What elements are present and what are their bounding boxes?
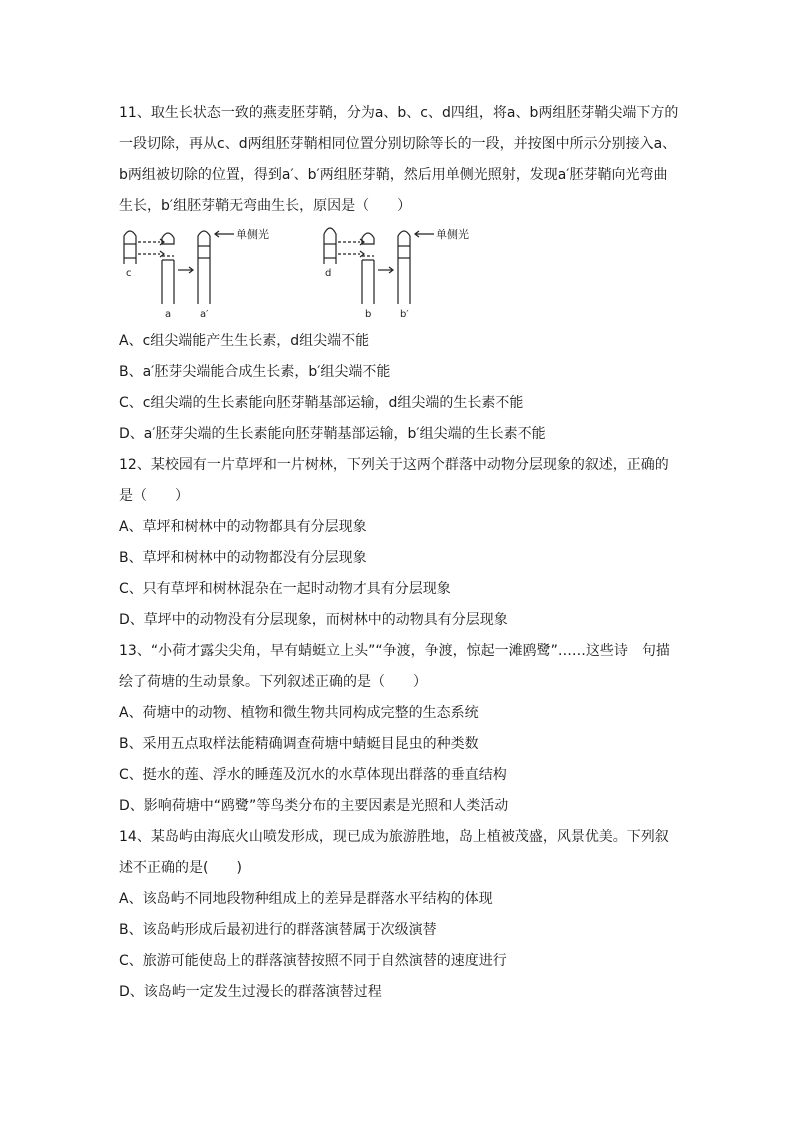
coleoptile-b-prime xyxy=(398,231,410,304)
label-a: a xyxy=(165,309,172,320)
question-13-option-d: D、影响荷塘中“鸥鹭”等鸟类分布的主要因素是光照和人类活动 xyxy=(119,798,509,814)
question-14-stem: 14、某岛屿由海底火山喷发形成，现已成为旅游胜地，岛上植被茂盛，风景优美。下列叙述不正确的是( ) xyxy=(119,829,669,876)
question-14-option-c: C、旅游可能使岛上的群落演替按照不同于自然演替的速度进行 xyxy=(119,953,507,969)
question-12-option-d: D、草坪中的动物没有分层现象，而树林中的动物具有分层现象 xyxy=(119,612,508,628)
question-13-option-c: C、挺水的莲、浮水的睡莲及沉水的水草体现出群落的垂直结构 xyxy=(119,767,507,783)
question-14-option-d: D、该岛屿一定发生过漫长的群落演替过程 xyxy=(119,984,382,1000)
label-c: c xyxy=(126,268,132,279)
question-14-option-b: B、该岛屿形成后最初进行的群落演替属于次级演替 xyxy=(119,922,437,938)
coleoptile-a xyxy=(162,260,174,304)
coleoptile-c xyxy=(124,231,136,264)
coleoptile-b xyxy=(362,260,374,304)
light-label-right: 单侧光 xyxy=(436,228,469,241)
question-12-stem: 12、某校园有一片草坪和一片树林，下列关于这两个群落中动物分层现象的叙述，正确的是（ ） xyxy=(119,457,669,504)
question-11-figure xyxy=(116,224,496,324)
question-11-stem: 11、取生长状态一致的燕麦胚芽鞘，分为a、b、c、d四组，将a、b两组胚芽鞘尖端下方的一段切除，再从c、d两组胚芽鞘相同位置分别切除等长的一段，并按图中所示分别接入a、b两组被切除的位置，得到a′、b′两组胚芽鞘，然后用单侧光照射，发现a′胚芽鞘向光弯曲生长，b′组胚芽鞘无弯曲生长，原因是（ ） xyxy=(119,105,679,214)
question-13-option-a: A、荷塘中的动物、植物和微生物共同构成完整的生态系统 xyxy=(119,705,479,721)
light-label-left: 单侧光 xyxy=(236,228,269,241)
question-12-option-a: A、草坪和树林中的动物都具有分层现象 xyxy=(119,519,367,535)
label-d: d xyxy=(325,268,332,279)
question-12-option-c: C、只有草坪和树林混杂在一起时动物才具有分层现象 xyxy=(119,581,451,597)
question-11-option-c: C、c组尖端的生长素能向胚芽鞘基部运输，d组尖端的生长素不能 xyxy=(119,395,524,411)
question-11-option-d: D、a′胚芽尖端的生长素能向胚芽鞘基部运输，b′组尖端的生长素不能 xyxy=(119,426,546,442)
label-a-prime: a′ xyxy=(200,309,209,320)
coleoptile-d xyxy=(324,228,336,264)
question-13-option-b: B、采用五点取样法能精确调查荷塘中蜻蜓目昆虫的种类数 xyxy=(119,736,479,752)
coleoptile-a-prime xyxy=(198,231,210,304)
label-b-prime: b′ xyxy=(400,309,409,320)
question-14-option-a: A、该岛屿不同地段物种组成上的差异是群落水平结构的体现 xyxy=(119,891,493,907)
coleoptile-diagram xyxy=(116,224,496,324)
question-11-option-a: A、c组尖端能产生生长素，d组尖端不能 xyxy=(119,333,370,349)
question-13-stem: 13、“小荷才露尖尖角，早有蜻蜓立上头”“争渡，争渡，惊起一滩鸥鹭”……这些诗 句描绘了荷塘的生动景象。下列叙述正确的是（ ） xyxy=(119,643,670,690)
question-12-option-b: B、草坪和树林中的动物都没有分层现象 xyxy=(119,550,367,566)
label-b: b xyxy=(365,309,372,320)
question-11-option-b: B、a′胚芽尖端能合成生长素，b′组尖端不能 xyxy=(119,364,391,380)
